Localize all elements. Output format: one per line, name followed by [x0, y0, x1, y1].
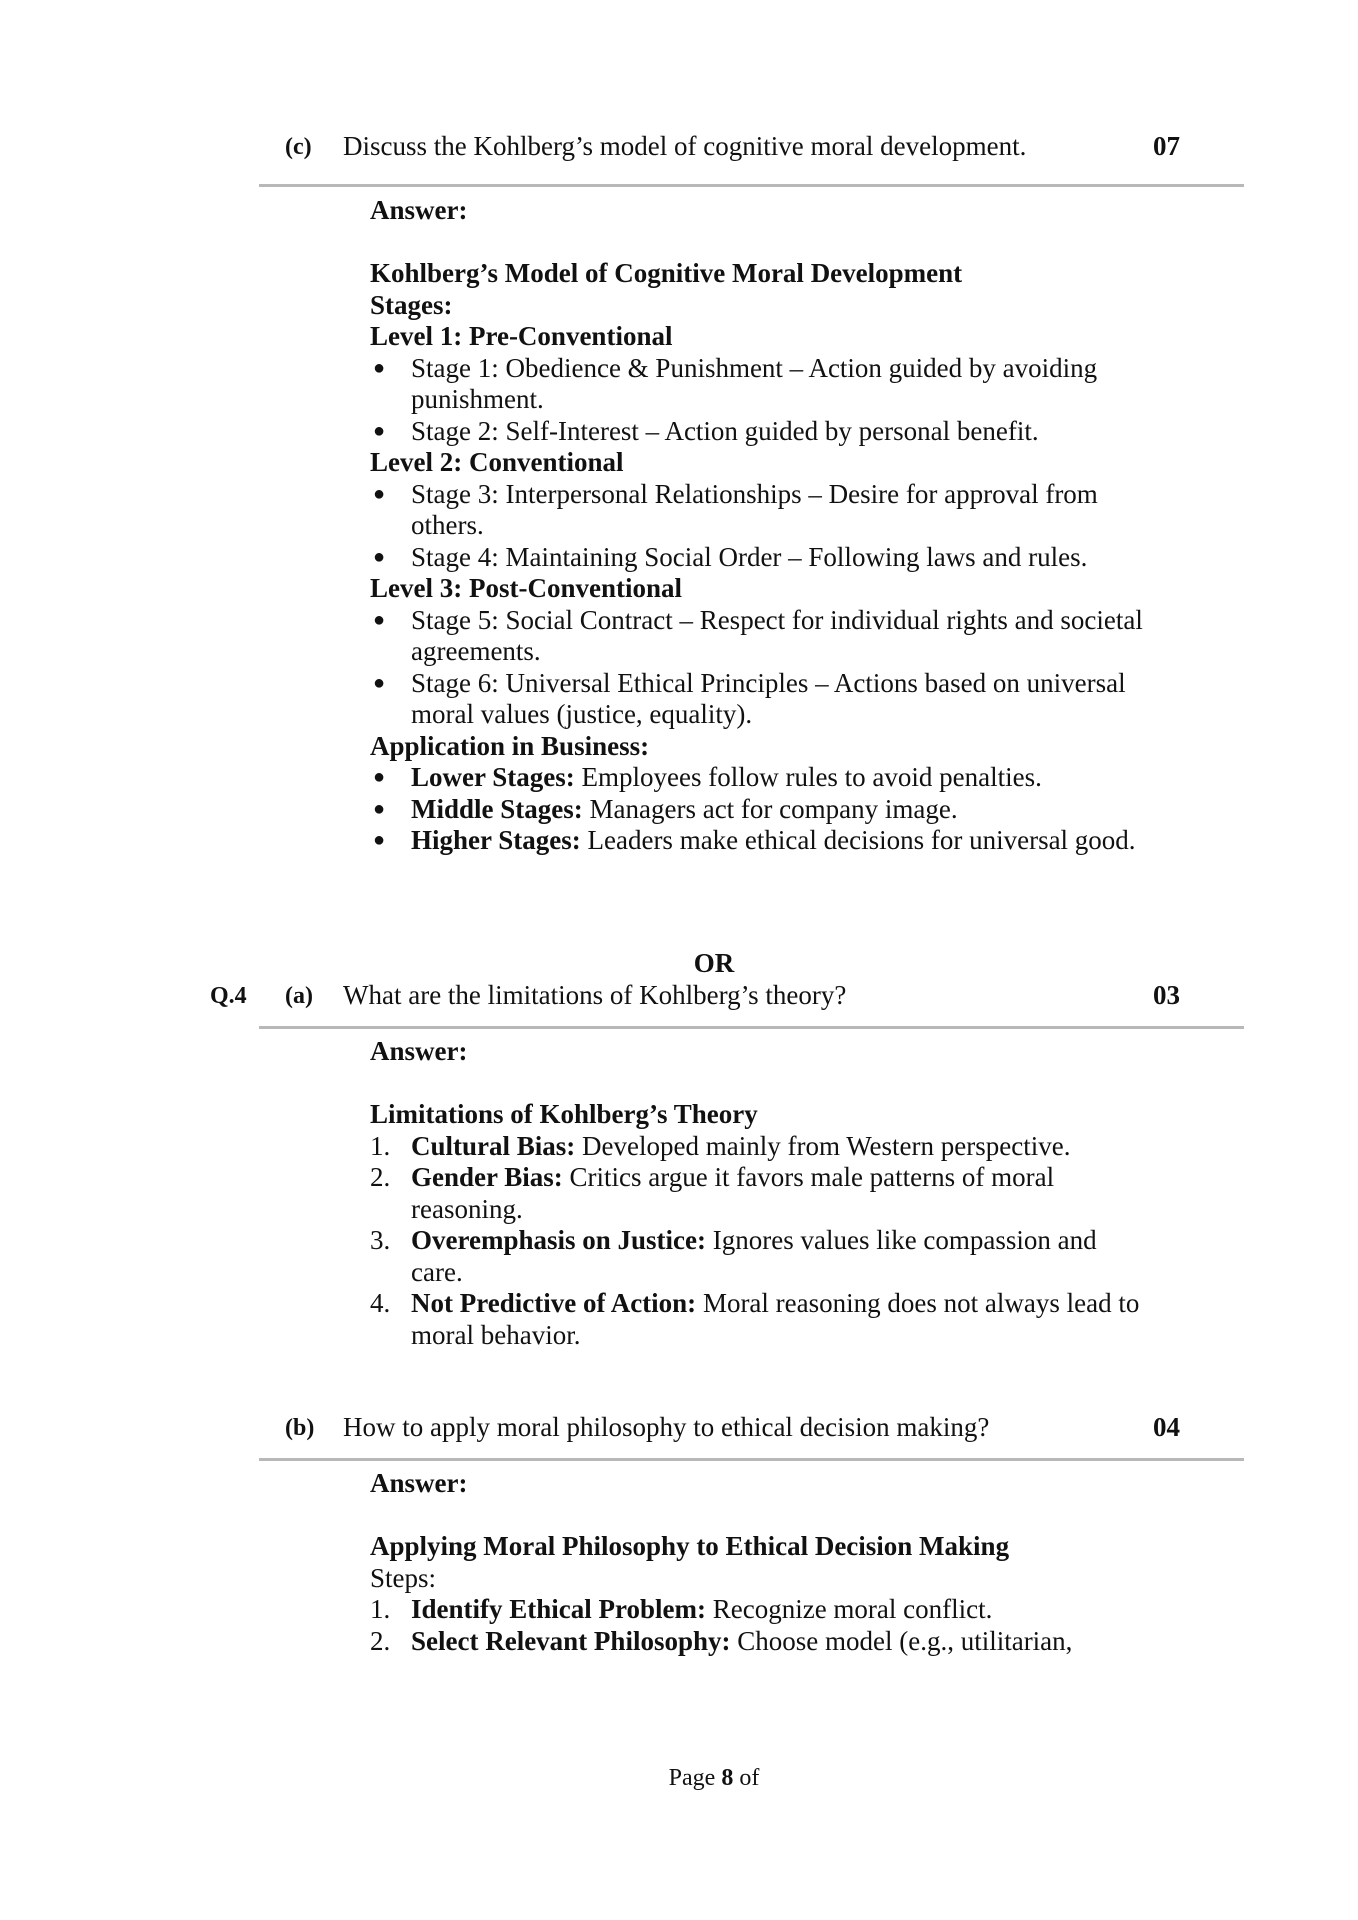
list-item-text: Stage 4: Maintaining Social Order – Following laws and rules.: [411, 541, 1088, 572]
steps-label: Steps:: [370, 1562, 437, 1593]
question-marks: 03: [1153, 980, 1180, 1010]
question-marks: 04: [1153, 1412, 1180, 1442]
list-item: [370, 1594, 1150, 1626]
list-item-term: Overemphasis on Justice:: [411, 1225, 706, 1255]
bullet-icon: ●: [373, 419, 386, 442]
bullet-icon: ●: [373, 608, 386, 631]
list-item: [370, 605, 1150, 668]
list-item: [370, 1288, 1150, 1351]
question-divider: [259, 1458, 1244, 1461]
stage-list: [370, 353, 1150, 448]
list-item-number: 2.: [370, 1162, 391, 1192]
level-title: Level 2: Conventional: [370, 447, 624, 477]
list-item-text: Stage 1: Obedience & Punishment – Action guided by avoiding punishment.: [411, 352, 1098, 414]
list-item: [370, 1626, 1150, 1658]
question-3c-row: [0, 131, 1358, 171]
answer-heading: Limitations of Kohlberg’s Theory: [370, 1099, 758, 1129]
question-4b-row: [0, 1412, 1358, 1452]
bullet-icon: ●: [373, 797, 386, 820]
question-text: What are the limitations of Kohlberg’s theory?: [343, 980, 847, 1010]
stage-list: [370, 479, 1150, 574]
bullet-icon: ●: [373, 482, 386, 505]
list-item: [370, 1225, 1150, 1288]
question-subpart-label: (c): [285, 134, 312, 160]
question-subpart-label: (b): [285, 1415, 315, 1441]
answer-3c: [370, 195, 1150, 857]
list-item-text: Leaders make ethical decisions for universal good.: [580, 825, 1136, 855]
list-item-text: Choose model (e.g., utilitarian,: [730, 1625, 1073, 1656]
application-title: Application in Business:: [370, 730, 650, 761]
list-item-text: Stage 3: Interpersonal Relationships – Desire for approval from others.: [411, 478, 1098, 540]
question-divider: [259, 184, 1244, 187]
bullet-icon: ●: [373, 829, 386, 851]
list-item-term: Select Relevant Philosophy:: [411, 1625, 731, 1656]
limitations-list: [370, 1131, 1150, 1352]
list-item: [370, 353, 1150, 416]
bullet-icon: ●: [373, 766, 386, 788]
list-item-term: Cultural Bias:: [411, 1130, 576, 1161]
list-item: [370, 825, 1150, 857]
bullet-icon: ●: [373, 356, 386, 379]
list-item: [370, 542, 1150, 574]
list-item-text: Employees follow rules to avoid penalties.: [574, 762, 1042, 792]
question-marks: 07: [1153, 131, 1180, 161]
list-item: [370, 1131, 1150, 1163]
question-divider: [259, 1026, 1244, 1029]
stage-list: [370, 605, 1150, 731]
list-item: [370, 794, 1150, 826]
answer-label: Answer:: [370, 1468, 468, 1498]
list-item-term: Not Predictive of Action:: [411, 1288, 697, 1318]
list-item-number: 1.: [370, 1130, 391, 1161]
list-item: [370, 1162, 1150, 1225]
answer-heading: Applying Moral Philosophy to Ethical Decision Making: [370, 1531, 1010, 1561]
list-item-text: Developed mainly from Western perspective.: [575, 1130, 1071, 1161]
list-item-text: Recognize moral conflict.: [705, 1594, 993, 1624]
list-item-text: Critics argue it favors male patterns of moral reasoning.: [411, 1162, 1055, 1224]
answer-label: Answer:: [370, 195, 468, 225]
bullet-icon: ●: [373, 545, 386, 568]
question-4a-row: [0, 980, 1358, 1020]
question-text: Discuss the Kohlberg’s model of cognitive moral development.: [343, 131, 1027, 161]
answer-4a: [370, 1036, 1150, 1351]
footer-suffix: of: [733, 1765, 760, 1791]
list-item-text: Moral reasoning does not always lead to moral behavior.: [411, 1288, 1140, 1350]
stages-label: Stages:: [370, 289, 453, 320]
list-item-term: Lower Stages:: [411, 762, 575, 792]
list-item-text: Stage 5: Social Contract – Respect for individual rights and societal agreements.: [411, 604, 1143, 666]
answer-heading: Kohlberg’s Model of Cognitive Moral Development: [370, 258, 963, 288]
answer-4b: [370, 1468, 1150, 1657]
footer-prefix: Page: [668, 1765, 722, 1791]
steps-list: [370, 1594, 1150, 1657]
list-item-text: Managers act for company image.: [582, 793, 958, 824]
question-text: How to apply moral philosophy to ethical decision making?: [343, 1412, 990, 1442]
list-item-term: Gender Bias:: [411, 1162, 563, 1192]
list-item: [370, 416, 1150, 448]
list-item-text: Stage 6: Universal Ethical Principles – Actions based on universal moral values (justice, equality).: [411, 667, 1126, 729]
list-item-term: Identify Ethical Problem:: [411, 1594, 706, 1624]
page-number: 8: [721, 1765, 734, 1791]
bullet-icon: ●: [373, 671, 386, 694]
list-item-text: Ignores values like compassion and care.: [411, 1225, 1097, 1287]
question-subpart-label: (a): [285, 983, 313, 1009]
list-item-term: Middle Stages:: [411, 793, 583, 824]
list-item: [370, 668, 1150, 731]
list-item-term: Higher Stages:: [411, 825, 581, 855]
question-number: Q.4: [210, 983, 247, 1009]
level-title: Level 3: Post-Conventional: [370, 573, 682, 603]
list-item: [370, 479, 1150, 542]
application-list: [370, 762, 1150, 857]
list-item-text: Stage 2: Self-Interest – Action guided by personal benefit.: [411, 415, 1039, 446]
page-footer: [0, 1765, 1358, 1792]
list-item-number: 2.: [370, 1625, 391, 1656]
list-item-number: 1.: [370, 1594, 391, 1624]
list-item-number: 3.: [370, 1225, 391, 1255]
or-separator: OR: [693, 948, 735, 978]
answer-label: Answer:: [370, 1036, 468, 1066]
level-title: Level 1: Pre-Conventional: [370, 321, 673, 351]
list-item-number: 4.: [370, 1288, 391, 1318]
list-item: [370, 762, 1150, 794]
